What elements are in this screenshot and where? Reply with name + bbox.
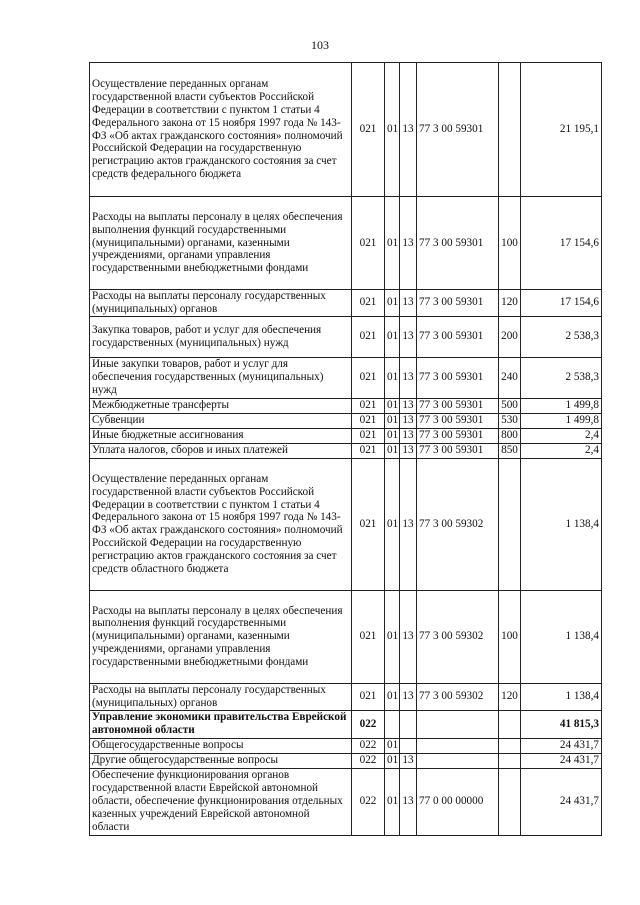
ministry-code: 021 xyxy=(352,197,385,290)
table-row xyxy=(90,443,602,458)
amount: 24 431,7 xyxy=(521,738,602,753)
target-article-code: 77 3 00 59301 xyxy=(417,413,499,428)
expense-type-code xyxy=(499,710,521,738)
line-item-name: Расходы на выплаты персоналу государственных (муниципальных) органов xyxy=(90,683,352,710)
target-article-code: 77 3 00 59301 xyxy=(417,428,499,443)
target-article-code xyxy=(417,738,499,753)
table-row xyxy=(90,316,602,357)
expense-type-code: 100 xyxy=(499,197,521,290)
subsection-code: 13 xyxy=(400,290,417,317)
line-item-name: Иные бюджетные ассигнования xyxy=(90,428,352,443)
subsection-code xyxy=(400,710,417,738)
section-code: 01 xyxy=(385,197,400,290)
line-item-name: Расходы на выплаты персоналу в целях обеспечения выполнения функций государственными (муниципальными) органами, казенными учреждениями, органами управления государственными внебюджетными фондами xyxy=(90,197,352,290)
amount: 1 499,8 xyxy=(521,413,602,428)
table-row xyxy=(90,768,602,835)
ministry-code: 021 xyxy=(352,590,385,683)
expense-type-code: 800 xyxy=(499,428,521,443)
subsection-code: 13 xyxy=(400,443,417,458)
subsection-code: 13 xyxy=(400,683,417,710)
page-number: 103 xyxy=(311,38,329,52)
line-item-name: Осуществление переданных органам государственной власти субъектов Российской Федерации в соответствии с пунктом 1 статьи 4 Федерального закона от 15 ноября 1997 года № 143-ФЗ «Об актах гражданского состояния» полномочий Российской Федерации на государственную регистрацию актов гражданского состояния за счет средств федерального бюджета xyxy=(90,63,352,197)
table-row xyxy=(90,590,602,683)
table-row xyxy=(90,413,602,428)
subsection-code: 13 xyxy=(400,753,417,768)
section-code: 01 xyxy=(385,290,400,317)
expense-type-code xyxy=(499,738,521,753)
target-article-code: 77 3 00 59302 xyxy=(417,683,499,710)
amount: 17 154,6 xyxy=(521,290,602,317)
amount: 21 195,1 xyxy=(521,63,602,197)
section-code: 01 xyxy=(385,357,400,398)
section-code: 01 xyxy=(385,590,400,683)
subsection-code: 13 xyxy=(400,63,417,197)
section-code xyxy=(385,710,400,738)
target-article-code: 77 3 00 59301 xyxy=(417,316,499,357)
subsection-code: 13 xyxy=(400,316,417,357)
expense-type-code xyxy=(499,458,521,590)
expense-type-code: 500 xyxy=(499,398,521,413)
table-row xyxy=(90,458,602,590)
subsection-code: 13 xyxy=(400,590,417,683)
expense-type-code: 120 xyxy=(499,683,521,710)
ministry-code: 021 xyxy=(352,290,385,317)
ministry-code: 021 xyxy=(352,63,385,197)
amount: 24 431,7 xyxy=(521,753,602,768)
amount: 17 154,6 xyxy=(521,197,602,290)
line-item-name: Расходы на выплаты персоналу в целях обеспечения выполнения функций государственными (муниципальными) органами, казенными учреждениями, органами управления государственными внебюджетными фондами xyxy=(90,590,352,683)
subsection-code xyxy=(400,738,417,753)
ministry-code: 021 xyxy=(352,428,385,443)
target-article-code: 77 3 00 59301 xyxy=(417,443,499,458)
section-code: 01 xyxy=(385,398,400,413)
expense-type-code: 200 xyxy=(499,316,521,357)
line-item-name: Закупка товаров, работ и услуг для обеспечения государственных (муниципальных) нужд xyxy=(90,316,352,357)
amount: 24 431,7 xyxy=(521,768,602,835)
line-item-name: Межбюджетные трансферты xyxy=(90,398,352,413)
table-row xyxy=(90,398,602,413)
subsection-code: 13 xyxy=(400,413,417,428)
table-row xyxy=(90,63,602,197)
target-article-code xyxy=(417,753,499,768)
line-item-name: Уплата налогов, сборов и иных платежей xyxy=(90,443,352,458)
ministry-code: 021 xyxy=(352,683,385,710)
line-item-name: Иные закупки товаров, работ и услуг для обеспечения государственных (муниципальных) нужд xyxy=(90,357,352,398)
target-article-code: 77 3 00 59301 xyxy=(417,398,499,413)
section-code: 01 xyxy=(385,413,400,428)
section-code: 01 xyxy=(385,316,400,357)
line-item-name: Обеспечение функционирования органов государственной власти Еврейской автономной области, обеспечение функционирования отдельных казенных учреждений Еврейской автономной области xyxy=(90,768,352,835)
line-item-name: Осуществление переданных органам государственной власти субъектов Российской Федерации в соответствии с пунктом 1 статьи 4 Федерального закона от 15 ноября 1997 года № 143-ФЗ «Об актах гражданского состояния» полномочий Российской Федерации на государственную регистрацию актов гражданского состояния за счет средств областного бюджета xyxy=(90,458,352,590)
amount: 1 138,4 xyxy=(521,683,602,710)
amount: 41 815,3 xyxy=(521,710,602,738)
line-item-name: Управление экономики правительства Еврейской автономной области xyxy=(90,710,352,738)
subsection-code: 13 xyxy=(400,197,417,290)
table-row xyxy=(90,357,602,398)
line-item-name: Расходы на выплаты персоналу государственных (муниципальных) органов xyxy=(90,290,352,317)
table-row xyxy=(90,683,602,710)
amount: 1 138,4 xyxy=(521,458,602,590)
table-row xyxy=(90,197,602,290)
section-code: 01 xyxy=(385,63,400,197)
section-code: 01 xyxy=(385,428,400,443)
expense-type-code: 530 xyxy=(499,413,521,428)
table-row xyxy=(90,428,602,443)
amount: 2,4 xyxy=(521,428,602,443)
table-row xyxy=(90,753,602,768)
expense-type-code xyxy=(499,63,521,197)
target-article-code: 77 3 00 59301 xyxy=(417,357,499,398)
section-code: 01 xyxy=(385,753,400,768)
ministry-code: 022 xyxy=(352,738,385,753)
target-article-code: 77 3 00 59301 xyxy=(417,290,499,317)
target-article-code: 77 3 00 59301 xyxy=(417,197,499,290)
target-article-code: 77 0 00 00000 xyxy=(417,768,499,835)
target-article-code: 77 3 00 59302 xyxy=(417,458,499,590)
subsection-code: 13 xyxy=(400,768,417,835)
ministry-code: 021 xyxy=(352,458,385,590)
subsection-code: 13 xyxy=(400,458,417,590)
target-article-code xyxy=(417,710,499,738)
amount: 2,4 xyxy=(521,443,602,458)
table-row xyxy=(90,290,602,317)
section-code: 01 xyxy=(385,738,400,753)
ministry-code: 022 xyxy=(352,710,385,738)
target-article-code: 77 3 00 59302 xyxy=(417,590,499,683)
subsection-code: 13 xyxy=(400,428,417,443)
table-row xyxy=(90,710,602,738)
table-row xyxy=(90,738,602,753)
budget-table xyxy=(89,62,602,836)
ministry-code: 021 xyxy=(352,357,385,398)
line-item-name: Субвенции xyxy=(90,413,352,428)
subsection-code: 13 xyxy=(400,398,417,413)
section-code: 01 xyxy=(385,458,400,590)
ministry-code: 021 xyxy=(352,398,385,413)
expense-type-code: 100 xyxy=(499,590,521,683)
expense-type-code xyxy=(499,753,521,768)
section-code: 01 xyxy=(385,683,400,710)
amount: 1 138,4 xyxy=(521,590,602,683)
expense-type-code xyxy=(499,768,521,835)
section-code: 01 xyxy=(385,443,400,458)
expense-type-code: 120 xyxy=(499,290,521,317)
section-code: 01 xyxy=(385,768,400,835)
ministry-code: 021 xyxy=(352,443,385,458)
ministry-code: 022 xyxy=(352,768,385,835)
subsection-code: 13 xyxy=(400,357,417,398)
expense-type-code: 850 xyxy=(499,443,521,458)
target-article-code: 77 3 00 59301 xyxy=(417,63,499,197)
amount: 2 538,3 xyxy=(521,316,602,357)
ministry-code: 022 xyxy=(352,753,385,768)
expense-type-code: 240 xyxy=(499,357,521,398)
line-item-name: Другие общегосударственные вопросы xyxy=(90,753,352,768)
amount: 2 538,3 xyxy=(521,357,602,398)
ministry-code: 021 xyxy=(352,413,385,428)
ministry-code: 021 xyxy=(352,316,385,357)
amount: 1 499,8 xyxy=(521,398,602,413)
line-item-name: Общегосударственные вопросы xyxy=(90,738,352,753)
